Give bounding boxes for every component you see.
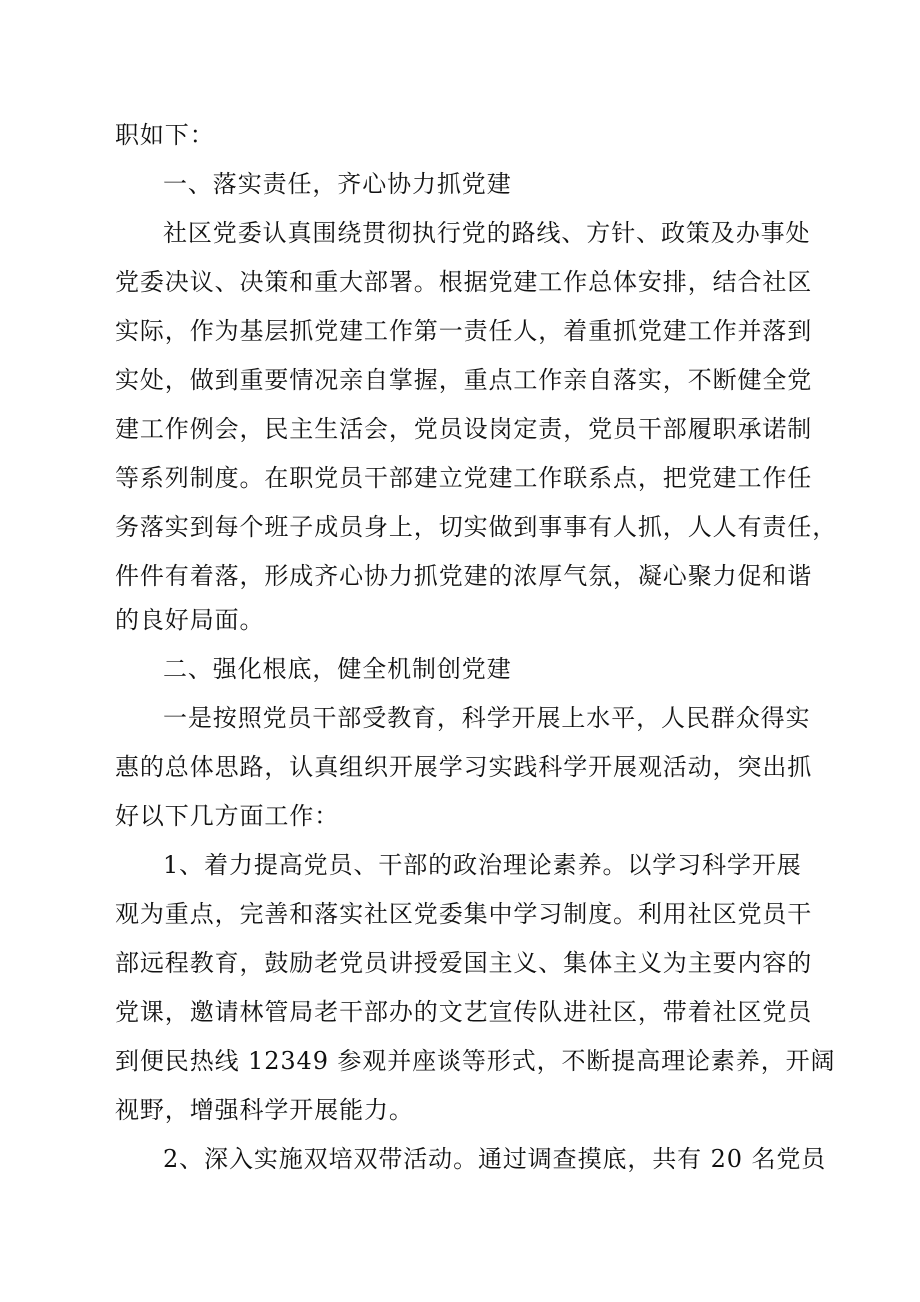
text-line: 实处，做到重要情况亲自掌握，重点工作亲自落实，不断健全党 xyxy=(115,366,813,394)
text-line: 视野，增强科学开展能力。 xyxy=(115,1096,414,1124)
text-line: 惠的总体思路，认真组织开展学习实践科学开展观活动，突出抓 xyxy=(115,753,813,781)
paragraph-first-line: 1、着力提高党员、干部的政治理论素养。以学习科学开展 xyxy=(163,851,802,879)
paragraph-first-line: 社区党委认真围绕贯彻执行党的路线、方针、政策及办事处 xyxy=(163,219,811,247)
text-line: 部远程教育，鼓励老党员讲授爱国主义、集体主义为主要内容的 xyxy=(115,949,813,977)
text-line: 实际，作为基层抓党建工作第一责任人，着重抓党建工作并落到 xyxy=(115,317,813,345)
text-line: 务落实到每个班子成员身上，切实做到事事有人抓，人人有责任， xyxy=(115,513,838,541)
text-line: 件件有着落，形成齐心协力抓党建的浓厚气氛，凝心聚力促和谐 xyxy=(115,562,813,590)
section-heading: 二、强化根底，健全机制创党建 xyxy=(163,655,512,683)
paragraph-first-line: 2、深入实施双培双带活动。通过调查摸底，共有 20 名党员 xyxy=(163,1145,827,1173)
text-line: 观为重点，完善和落实社区党委集中学习制度。利用社区党员干 xyxy=(115,900,813,928)
text-line: 的良好局面。 xyxy=(115,606,265,634)
text-line: 到便民热线 12349 参观并座谈等形式，不断提高理论素养，开阔 xyxy=(115,1047,836,1075)
paragraph-first-line: 一是按照党员干部受教育，科学开展上水平，人民群众得实 xyxy=(163,704,811,732)
text-line: 职如下： xyxy=(115,121,215,149)
text-line: 等系列制度。在职党员干部建立党建工作联系点，把党建工作任 xyxy=(115,464,813,492)
section-heading: 一、落实责任，齐心协力抓党建 xyxy=(163,170,512,198)
text-line: 建工作例会，民主生活会，党员设岗定责，党员干部履职承诺制 xyxy=(115,415,813,443)
text-line: 好以下几方面工作： xyxy=(115,802,340,830)
text-line: 党课，邀请林管局老干部办的文艺宣传队进社区，带着社区党员 xyxy=(115,998,813,1026)
text-line: 党委决议、决策和重大部署。根据党建工作总体安排，结合社区 xyxy=(115,268,813,296)
